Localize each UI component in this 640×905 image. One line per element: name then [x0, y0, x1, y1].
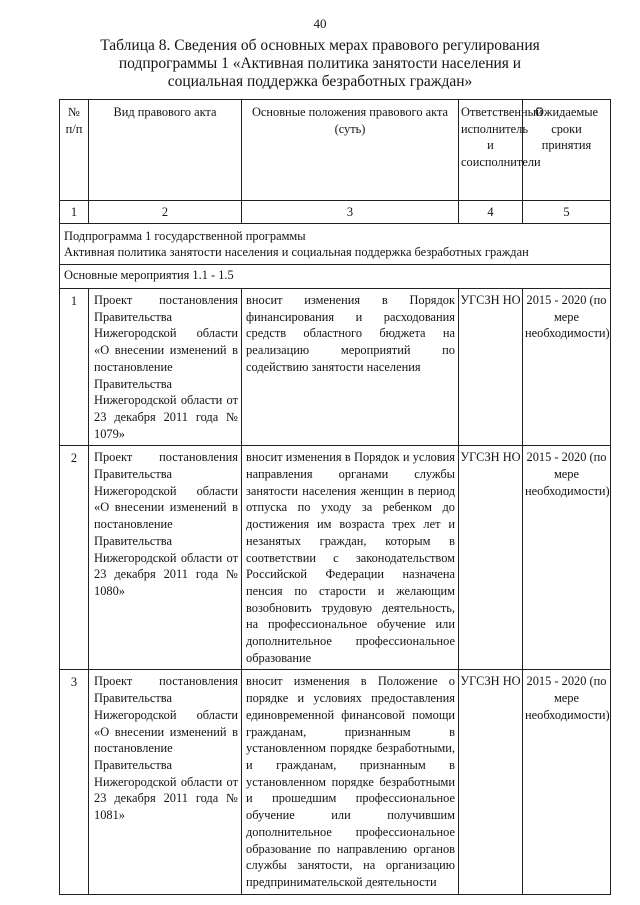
row-executor: УГСЗН НО [459, 670, 523, 894]
table-row [60, 670, 611, 894]
subprogram-cell [60, 224, 611, 265]
row-executor: УГСЗН НО [459, 289, 523, 446]
column-number: 1 [60, 201, 89, 224]
row-essence: вносит изменения в Положение о порядке и условиях предоставления единовременной финансовой помощи гражданам, признанным в установленном порядке безработными, и гражданам, признанным в установленном порядке безработными и прошедшим профессиональное обучение или получившим дополнительное профессиональное образование по направлению органов службы занятости, на организацию предпринимательской деятельности [242, 670, 459, 894]
activities-row [60, 265, 611, 289]
page-number: 40 [313, 16, 327, 31]
row-term: 2015 - 2020 (по мере необходимости) [523, 446, 611, 670]
subprogram-name: Активная политика занятости населения и социальная поддержка безработных граждан [64, 244, 529, 259]
column-number: 4 [459, 201, 523, 224]
header-executor: Ответственный исполнитель и соисполнители [459, 100, 523, 201]
column-number: 2 [89, 201, 242, 224]
subprogram-row [60, 224, 611, 265]
row-essence: вносит изменения в Порядок и условия направления органами службы занятости населения женщин в период отпуска по уходу за ребенком до достижения им возраста трех лет и незанятых граждан, которым в соответствии с законодательством Российской Федерации назначена пенсия по старости и желающим возобновить трудовую деятельность, на профессиональное обучение или дополнительное профессиональное образование [242, 446, 459, 670]
column-number: 5 [523, 201, 611, 224]
table-row [60, 289, 611, 446]
header-number: № п/п [60, 100, 89, 201]
legal-measures-table [59, 99, 611, 895]
row-term: 2015 - 2020 (по мере необходимости) [523, 289, 611, 446]
row-number: 3 [60, 670, 89, 894]
row-act-type: Проект постановления Правительства Нижегородской области «О внесении изменений в постановление Правительства Нижегородской области от 23 декабря 2011 года № 1081» [89, 670, 242, 894]
row-term: 2015 - 2020 (по мере необходимости) [523, 670, 611, 894]
header-act-type: Вид правового акта [89, 100, 242, 201]
column-numbers-row [60, 201, 611, 224]
table-title: Таблица 8. Сведения об основных мерах правового регулирования подпрограммы 1 «Активная политика занятости населения и социальная поддержка безработных граждан» [100, 37, 540, 90]
subprogram-line: Подпрограмма 1 государственной программы [64, 229, 306, 243]
row-essence: вносит изменения в Порядок финансирования и расходования средств областного бюджета на реализацию мероприятий по содействию занятости населения [242, 289, 459, 446]
row-number: 2 [60, 446, 89, 670]
row-act-type: Проект постановления Правительства Нижегородской области «О внесении изменений в постановление Правительства Нижегородской области от 23 декабря 2011 года № 1079» [89, 289, 242, 446]
activities-cell: Основные мероприятия 1.1 - 1.5 [60, 265, 611, 289]
header-essence: Основные положения правового акта (суть) [242, 100, 459, 201]
table-header-row [60, 100, 611, 201]
column-number: 3 [242, 201, 459, 224]
table-row [60, 446, 611, 670]
row-executor: УГСЗН НО [459, 446, 523, 670]
row-number: 1 [60, 289, 89, 446]
row-act-type: Проект постановления Правительства Нижегородской области «О внесении изменений в постановление Правительства Нижегородской области от 23 декабря 2011 года № 1080» [89, 446, 242, 670]
header-term: Ожидаемые сроки принятия [523, 100, 611, 201]
